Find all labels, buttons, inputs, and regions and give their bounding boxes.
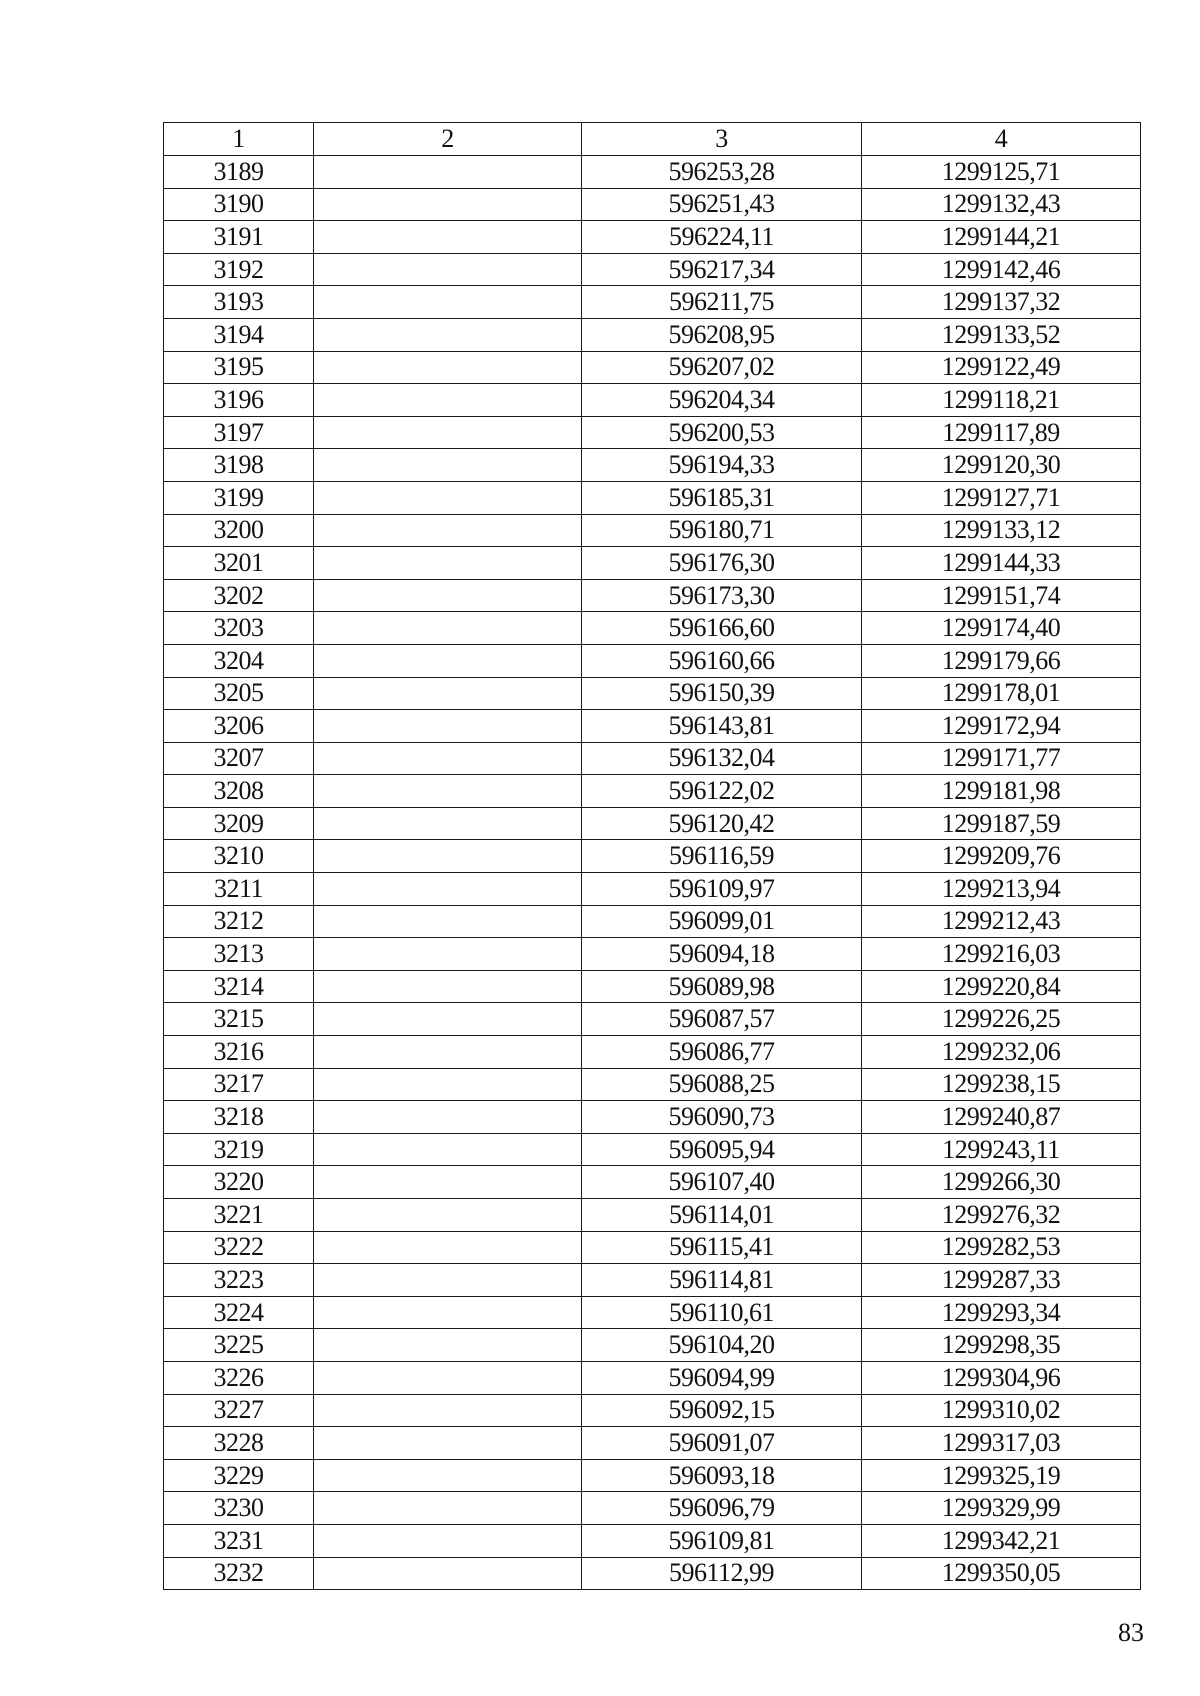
x-coordinate-cell: 596166,60 [582, 612, 862, 645]
table-row [164, 188, 1141, 221]
table-row [164, 416, 1141, 449]
column-2-cell [314, 1133, 582, 1166]
table-row [164, 1427, 1141, 1460]
table-row [164, 286, 1141, 319]
point-number-cell: 3224 [164, 1296, 314, 1329]
column-2-cell [314, 938, 582, 971]
y-coordinate-cell: 1299117,89 [862, 416, 1141, 449]
column-2-cell [314, 449, 582, 482]
y-coordinate-cell: 1299151,74 [862, 579, 1141, 612]
point-number-cell: 3200 [164, 514, 314, 547]
x-coordinate-cell: 596200,53 [582, 416, 862, 449]
column-2-cell [314, 612, 582, 645]
table-row [164, 156, 1141, 189]
x-coordinate-cell: 596176,30 [582, 547, 862, 580]
column-2-cell [314, 1101, 582, 1134]
y-coordinate-cell: 1299304,96 [862, 1361, 1141, 1394]
y-coordinate-cell: 1299133,12 [862, 514, 1141, 547]
y-coordinate-cell: 1299179,66 [862, 644, 1141, 677]
x-coordinate-cell: 596112,99 [582, 1557, 862, 1590]
column-2-cell [314, 253, 582, 286]
table-row [164, 579, 1141, 612]
y-coordinate-cell: 1299238,15 [862, 1068, 1141, 1101]
x-coordinate-cell: 596204,34 [582, 384, 862, 417]
x-coordinate-cell: 596217,34 [582, 253, 862, 286]
point-number-cell: 3212 [164, 905, 314, 938]
y-coordinate-cell: 1299133,52 [862, 318, 1141, 351]
x-coordinate-cell: 596109,97 [582, 873, 862, 906]
table-row [164, 807, 1141, 840]
y-coordinate-cell: 1299276,32 [862, 1199, 1141, 1232]
y-coordinate-cell: 1299127,71 [862, 481, 1141, 514]
x-coordinate-cell: 596132,04 [582, 742, 862, 775]
column-2-cell [314, 905, 582, 938]
y-coordinate-cell: 1299226,25 [862, 1003, 1141, 1036]
y-coordinate-cell: 1299142,46 [862, 253, 1141, 286]
y-coordinate-cell: 1299171,77 [862, 742, 1141, 775]
column-2-cell [314, 547, 582, 580]
table-row [164, 1361, 1141, 1394]
y-coordinate-cell: 1299342,21 [862, 1524, 1141, 1557]
point-number-cell: 3196 [164, 384, 314, 417]
point-number-cell: 3191 [164, 221, 314, 254]
table-row [164, 1133, 1141, 1166]
y-coordinate-cell: 1299266,30 [862, 1166, 1141, 1199]
point-number-cell: 3207 [164, 742, 314, 775]
point-number-cell: 3219 [164, 1133, 314, 1166]
column-2-cell [314, 807, 582, 840]
y-coordinate-cell: 1299125,71 [862, 156, 1141, 189]
column-2-cell [314, 351, 582, 384]
table-row [164, 318, 1141, 351]
x-coordinate-cell: 596110,61 [582, 1296, 862, 1329]
table-row [164, 710, 1141, 743]
x-coordinate-cell: 596093,18 [582, 1459, 862, 1492]
table-row [164, 1166, 1141, 1199]
table-row [164, 1459, 1141, 1492]
point-number-cell: 3225 [164, 1329, 314, 1362]
column-header-3: 3 [582, 123, 862, 156]
column-2-cell [314, 1329, 582, 1362]
column-2-cell [314, 318, 582, 351]
x-coordinate-cell: 596094,99 [582, 1361, 862, 1394]
point-number-cell: 3205 [164, 677, 314, 710]
table-row [164, 1068, 1141, 1101]
y-coordinate-cell: 1299172,94 [862, 710, 1141, 743]
table-row [164, 873, 1141, 906]
table-row [164, 481, 1141, 514]
column-header-4: 4 [862, 123, 1141, 156]
x-coordinate-cell: 596253,28 [582, 156, 862, 189]
x-coordinate-cell: 596086,77 [582, 1036, 862, 1069]
y-coordinate-cell: 1299132,43 [862, 188, 1141, 221]
x-coordinate-cell: 596122,02 [582, 775, 862, 808]
table-row [164, 1036, 1141, 1069]
point-number-cell: 3192 [164, 253, 314, 286]
column-2-cell [314, 1199, 582, 1232]
point-number-cell: 3206 [164, 710, 314, 743]
point-number-cell: 3232 [164, 1557, 314, 1590]
column-2-cell [314, 188, 582, 221]
table-row [164, 644, 1141, 677]
point-number-cell: 3221 [164, 1199, 314, 1232]
y-coordinate-cell: 1299174,40 [862, 612, 1141, 645]
x-coordinate-cell: 596099,01 [582, 905, 862, 938]
table-row [164, 742, 1141, 775]
y-coordinate-cell: 1299137,32 [862, 286, 1141, 319]
column-2-cell [314, 1264, 582, 1297]
y-coordinate-cell: 1299350,05 [862, 1557, 1141, 1590]
column-2-cell [314, 873, 582, 906]
column-2-cell [314, 514, 582, 547]
table-row [164, 1296, 1141, 1329]
y-coordinate-cell: 1299213,94 [862, 873, 1141, 906]
column-2-cell [314, 286, 582, 319]
column-2-cell [314, 579, 582, 612]
x-coordinate-cell: 596251,43 [582, 188, 862, 221]
column-2-cell [314, 644, 582, 677]
y-coordinate-cell: 1299232,06 [862, 1036, 1141, 1069]
table-row [164, 677, 1141, 710]
y-coordinate-cell: 1299120,30 [862, 449, 1141, 482]
point-number-cell: 3203 [164, 612, 314, 645]
table-row [164, 612, 1141, 645]
column-2-cell [314, 1459, 582, 1492]
table-row [164, 449, 1141, 482]
table-row [164, 1101, 1141, 1134]
point-number-cell: 3216 [164, 1036, 314, 1069]
x-coordinate-cell: 596143,81 [582, 710, 862, 743]
x-coordinate-cell: 596104,20 [582, 1329, 862, 1362]
x-coordinate-cell: 596090,73 [582, 1101, 862, 1134]
table-row [164, 221, 1141, 254]
y-coordinate-cell: 1299178,01 [862, 677, 1141, 710]
table-row [164, 384, 1141, 417]
x-coordinate-cell: 596173,30 [582, 579, 862, 612]
x-coordinate-cell: 596180,71 [582, 514, 862, 547]
column-2-cell [314, 384, 582, 417]
point-number-cell: 3204 [164, 644, 314, 677]
point-number-cell: 3194 [164, 318, 314, 351]
table-body [164, 156, 1141, 1590]
column-2-cell [314, 1036, 582, 1069]
y-coordinate-cell: 1299243,11 [862, 1133, 1141, 1166]
column-2-cell [314, 1557, 582, 1590]
table-row [164, 253, 1141, 286]
point-number-cell: 3218 [164, 1101, 314, 1134]
y-coordinate-cell: 1299287,33 [862, 1264, 1141, 1297]
y-coordinate-cell: 1299144,21 [862, 221, 1141, 254]
y-coordinate-cell: 1299216,03 [862, 938, 1141, 971]
point-number-cell: 3195 [164, 351, 314, 384]
point-number-cell: 3220 [164, 1166, 314, 1199]
x-coordinate-cell: 596114,01 [582, 1199, 862, 1232]
column-2-cell [314, 775, 582, 808]
column-2-cell [314, 1003, 582, 1036]
y-coordinate-cell: 1299329,99 [862, 1492, 1141, 1525]
table-row [164, 351, 1141, 384]
x-coordinate-cell: 596095,94 [582, 1133, 862, 1166]
y-coordinate-cell: 1299293,34 [862, 1296, 1141, 1329]
column-2-cell [314, 1427, 582, 1460]
column-2-cell [314, 1068, 582, 1101]
x-coordinate-cell: 596115,41 [582, 1231, 862, 1264]
y-coordinate-cell: 1299181,98 [862, 775, 1141, 808]
table-row [164, 1557, 1141, 1590]
point-number-cell: 3213 [164, 938, 314, 971]
x-coordinate-cell: 596091,07 [582, 1427, 862, 1460]
y-coordinate-cell: 1299310,02 [862, 1394, 1141, 1427]
column-2-cell [314, 1166, 582, 1199]
column-2-cell [314, 1296, 582, 1329]
point-number-cell: 3189 [164, 156, 314, 189]
column-header-1: 1 [164, 123, 314, 156]
column-2-cell [314, 710, 582, 743]
y-coordinate-cell: 1299118,21 [862, 384, 1141, 417]
point-number-cell: 3223 [164, 1264, 314, 1297]
point-number-cell: 3215 [164, 1003, 314, 1036]
x-coordinate-cell: 596208,95 [582, 318, 862, 351]
point-number-cell: 3229 [164, 1459, 314, 1492]
y-coordinate-cell: 1299240,87 [862, 1101, 1141, 1134]
point-number-cell: 3198 [164, 449, 314, 482]
point-number-cell: 3202 [164, 579, 314, 612]
table-row [164, 1329, 1141, 1362]
point-number-cell: 3199 [164, 481, 314, 514]
y-coordinate-cell: 1299317,03 [862, 1427, 1141, 1460]
page-number: 83 [1118, 1618, 1144, 1647]
table-row [164, 1199, 1141, 1232]
x-coordinate-cell: 596092,15 [582, 1394, 862, 1427]
table-row [164, 840, 1141, 873]
x-coordinate-cell: 596096,79 [582, 1492, 862, 1525]
column-2-cell [314, 840, 582, 873]
point-number-cell: 3211 [164, 873, 314, 906]
x-coordinate-cell: 596211,75 [582, 286, 862, 319]
column-2-cell [314, 1394, 582, 1427]
point-number-cell: 3227 [164, 1394, 314, 1427]
x-coordinate-cell: 596089,98 [582, 970, 862, 1003]
point-number-cell: 3190 [164, 188, 314, 221]
column-2-cell [314, 221, 582, 254]
point-number-cell: 3217 [164, 1068, 314, 1101]
table-header-row [164, 123, 1141, 156]
table-row [164, 1524, 1141, 1557]
x-coordinate-cell: 596116,59 [582, 840, 862, 873]
point-number-cell: 3228 [164, 1427, 314, 1460]
point-number-cell: 3209 [164, 807, 314, 840]
y-coordinate-cell: 1299220,84 [862, 970, 1141, 1003]
point-number-cell: 3214 [164, 970, 314, 1003]
y-coordinate-cell: 1299209,76 [862, 840, 1141, 873]
column-2-cell [314, 970, 582, 1003]
table-row [164, 1231, 1141, 1264]
x-coordinate-cell: 596107,40 [582, 1166, 862, 1199]
table-row [164, 938, 1141, 971]
column-2-cell [314, 481, 582, 514]
x-coordinate-cell: 596194,33 [582, 449, 862, 482]
point-number-cell: 3193 [164, 286, 314, 319]
x-coordinate-cell: 596185,31 [582, 481, 862, 514]
y-coordinate-cell: 1299325,19 [862, 1459, 1141, 1492]
table-row [164, 1264, 1141, 1297]
table-row [164, 1394, 1141, 1427]
table-row [164, 970, 1141, 1003]
column-2-cell [314, 1524, 582, 1557]
x-coordinate-cell: 596087,57 [582, 1003, 862, 1036]
table-row [164, 905, 1141, 938]
x-coordinate-cell: 596160,66 [582, 644, 862, 677]
point-number-cell: 3226 [164, 1361, 314, 1394]
y-coordinate-cell: 1299212,43 [862, 905, 1141, 938]
x-coordinate-cell: 596088,25 [582, 1068, 862, 1101]
column-2-cell [314, 1231, 582, 1264]
point-number-cell: 3197 [164, 416, 314, 449]
point-number-cell: 3222 [164, 1231, 314, 1264]
column-header-2: 2 [314, 123, 582, 156]
column-2-cell [314, 1492, 582, 1525]
coordinates-table [163, 122, 1141, 1590]
point-number-cell: 3208 [164, 775, 314, 808]
x-coordinate-cell: 596109,81 [582, 1524, 862, 1557]
table-row [164, 547, 1141, 580]
y-coordinate-cell: 1299122,49 [862, 351, 1141, 384]
column-2-cell [314, 416, 582, 449]
table-row [164, 1003, 1141, 1036]
x-coordinate-cell: 596150,39 [582, 677, 862, 710]
y-coordinate-cell: 1299187,59 [862, 807, 1141, 840]
x-coordinate-cell: 596207,02 [582, 351, 862, 384]
point-number-cell: 3231 [164, 1524, 314, 1557]
x-coordinate-cell: 596224,11 [582, 221, 862, 254]
point-number-cell: 3210 [164, 840, 314, 873]
y-coordinate-cell: 1299144,33 [862, 547, 1141, 580]
point-number-cell: 3201 [164, 547, 314, 580]
y-coordinate-cell: 1299282,53 [862, 1231, 1141, 1264]
x-coordinate-cell: 596094,18 [582, 938, 862, 971]
y-coordinate-cell: 1299298,35 [862, 1329, 1141, 1362]
column-2-cell [314, 156, 582, 189]
column-2-cell [314, 742, 582, 775]
point-number-cell: 3230 [164, 1492, 314, 1525]
column-2-cell [314, 1361, 582, 1394]
x-coordinate-cell: 596120,42 [582, 807, 862, 840]
table-row [164, 514, 1141, 547]
table-row [164, 775, 1141, 808]
table-row [164, 1492, 1141, 1525]
x-coordinate-cell: 596114,81 [582, 1264, 862, 1297]
column-2-cell [314, 677, 582, 710]
